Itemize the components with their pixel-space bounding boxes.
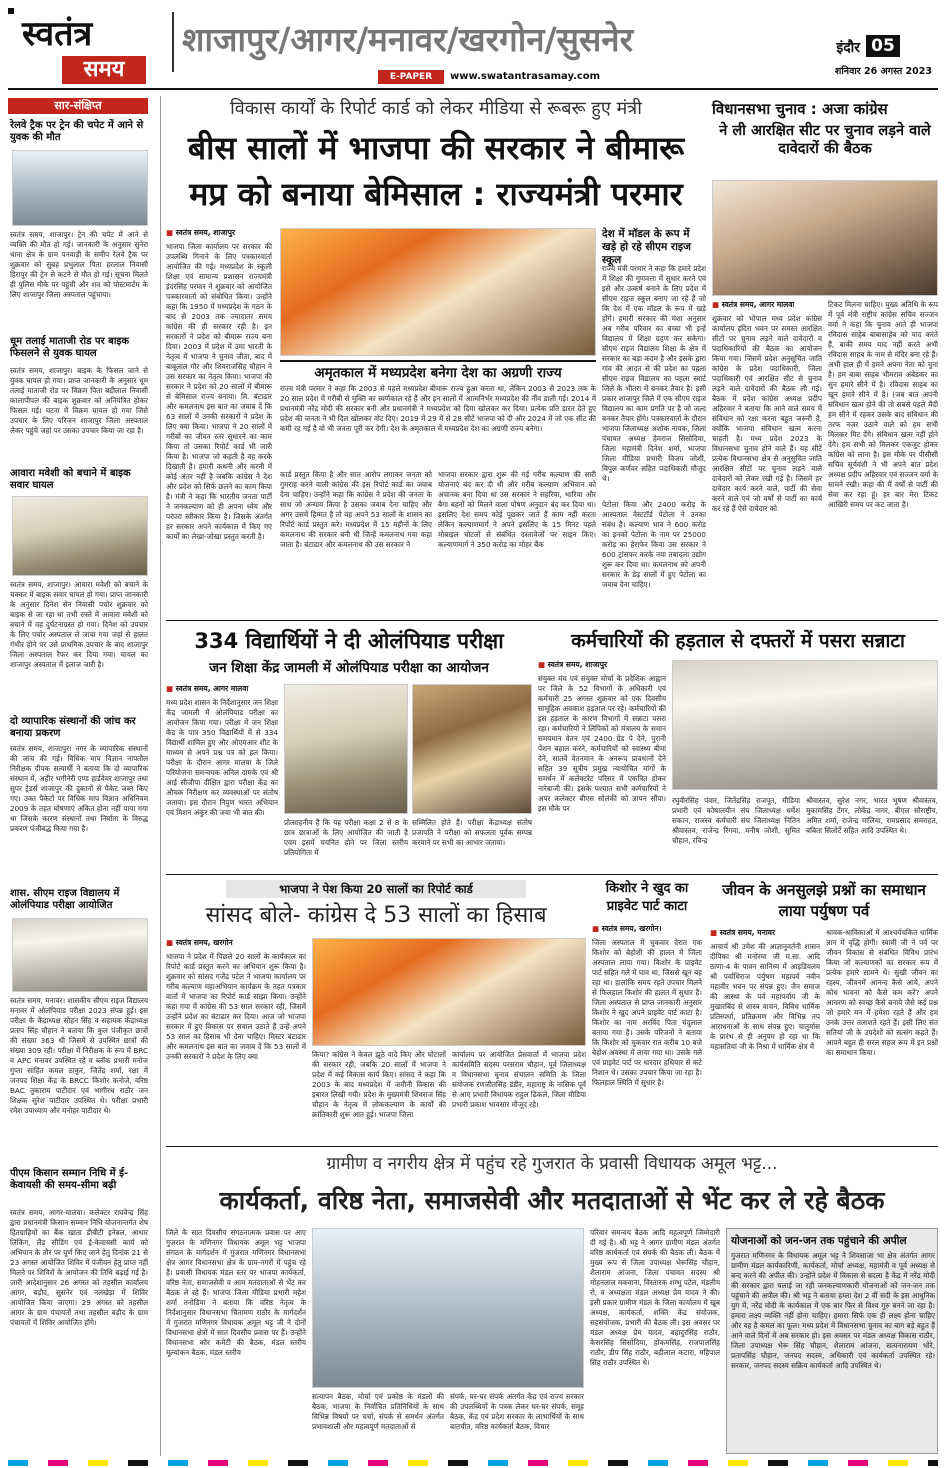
lead-col2: कार्ड प्रस्तुत किया है और सात आरोप लगाकर जनता को गुमराह करने वाली कांग्रेस की इस रिपोर्ट कार्ड का जवाब देना चाहिए। उन्होंने कहा कि कांग्रेस ने प्रदेश की जनता के साथ जो अन्याय किया है उसका जवाब देना चाहिए और अगर उसमें हिम्मत है तो वह अपने 53 सालों के शासन का रिपोर्ट कार्ड प्रस्तुत करे। मध्यप्रदेश में 15 महीनों के लिए कमलनाथ की सरकार बनी थी जिन्हें कमलनाथ गया कहा जाता है। बंटाढार और कमलनाथ की उस सरकार ने bbox=[280, 470, 432, 549]
strike-headline: कर्मचारियों की हड़ताल से दफ्तरों में पसरा सन्नाटा bbox=[571, 630, 905, 652]
olympiad-photo-2 bbox=[412, 684, 532, 814]
paryushan-story bbox=[710, 878, 938, 1142]
mp-col3: कार्यालय पर आयोजित प्रेसवार्ता में भाजपा प्रदेश कार्यसमिति सदस्य परसराम चौहान, पूर्व जिलाध्यक्ष व विधानसभा चुनाव संचालन समिति के जिला संयोजक रणजीतसिंह डंडीर, महाराष्ट्र के नासिक पूर्व से आए प्रभारी विधायक राहुल ढिकले, जिला मीडिया प्रभारी प्रकाश भावसार मौजूद रहे। bbox=[452, 1050, 586, 1109]
masthead-divider bbox=[172, 12, 174, 72]
epaper-badge: E-PAPER bbox=[378, 70, 444, 84]
edition-label: इंदौर bbox=[836, 40, 860, 56]
paryushan-headline: जीवन के अनसुलझे प्रश्नों का समाधान लाया पर्युषण पर्व bbox=[722, 881, 926, 920]
election-col1: शुक्रवार को भोपाल मध्य प्रदेश कांग्रेस कार्यालय इंदिरा भवन पर समस्त आरक्षित सीटों पर चुनाव लड़ने वाले दावेदारों व पदाधिकारियों की बैठक का आयोजन किया गया। जिसमें प्रदेश अनुसूचित जाति कांग्रेस के प्रदेश पदाधिकारी, जिला पदाधिकारी एवं आरक्षित सीट से चुनाव लड़ने वाले दावेदारों की बैठक ली गई। बैठक में प्रदेश कांग्रेस अध्यक्ष प्रदीप अहिरवार ने बताया कि आने वाले समय में संविधान को रक्षा करना बहुत जरूरी है, क्योंकि भाजपा संविधान खत्म करना चाहती है। मध्य प्रदेश 2023 के विधानसभा चुनाव होने वाले हैं। यह सीटें प्रत्येक विधानसभा क्षेत्र से अनुसूचित जाति आरक्षित सीटों पर चुनाव लड़ने वाले दावेदारों को लेकर रखी गई है। जिसमें हर दावेदार कार्य करने वाले, पार्टी की सेवा करने वाले एवं जो वर्षों से पार्टी का कार्य कर रहे हैं ऐसे दावेदार को bbox=[712, 314, 822, 513]
olympiad-headline: 334 विद्यार्थियों ने दी ओलंपियाड परीक्षा bbox=[194, 629, 504, 653]
olympiad-story bbox=[166, 624, 532, 870]
gujarat-col4: परिवार समन्वय बैठक आदि महत्वपूर्ण जिम्मेदारी दी गई है। श्री भट्ट ने आगर ग्रामीण मंडल अंतर्गत वरिष्ठ कार्यकर्ता एवं संपर्क की बैठक ली। बैठक में मुख्य रूप से जिला उपाध्यक्ष भेरूसिंह चौहान, शैलाराम आंजना, जिला पंचायत सदस्य श्री मोहनलाल मकवाना, विस्तारक शम्भु पटेल, मंडलीय रो, व अध्यक्षता मंडल अध्यक्ष प्रेम यादव ने की। इसी प्रकार ग्रामीण मंडल के जिला कार्यालय में खूब अध्यक्ष, कार्यकर्ता, शक्ति केंद्र संयोजक, सहसंयोजक, प्रभारी की बैठक ली। इस अवसर पर मंडल अध्यक्ष प्रेम यादव, बहादुरसिंह राठौर, केसरसिंह सिसोदिया, होकमसिंह, राजपालसिंह राठौर, डीप सिंह राठौर, बद्रीलाल कटारा, महिपाल सिंह राठौर उपस्थित थे। bbox=[590, 1228, 720, 1367]
olympiad-col3: सम्मिलित होते हैं। परीक्षा केंद्राध्यक्ष संतोष प्रजापति ने परीक्षा को सफलता पूर्वक सम्पन्न करवाने पर सभी का आभार जताया। bbox=[412, 818, 532, 847]
lead-headline-2: मप्र को बनाया बेमिसाल : राज्यमंत्री परमार bbox=[189, 175, 683, 213]
brief-text-6: स्वतंत्र समय, आगर-मालवा। कलेक्टर राघवेन्द्र सिंह द्वारा प्रधानमंत्री किसान सम्मान निधि योजनान्तर्गत शेष हितग्राहियों का बैंक खाता डीबीटी इनेबल, आधार लिंकिंग, लैंड सीडिंग एवं ई-केवायसी कार्य को अभियान के तौर पर पूर्ण किए जाने हेतु दिनांक 21 से 23 अगस्त आयोजित शिविर में पंजीयन हेतु प्राप्त नहीं मिलने पर शिविरों के आयोजन की तिथि बढ़ाई गई है। जारी आदेशानुसार 26 अगस्त को तहसील कार्यालय आगर, बड़ौद, सुसनेर एवं नलखेड़ा में शिविर आयोजित किया जाएगा। 29 अगस्त को तहसील आगर के ग्राम पंचायतों तथा तहसील बड़ौद के ग्राम पंचायतों में शिविर आयोजित होंगे। bbox=[10, 1208, 148, 1327]
page-number: 05 bbox=[866, 35, 900, 57]
gujarat-photo bbox=[312, 1228, 584, 1388]
election-photo bbox=[712, 180, 938, 296]
row3-rule bbox=[166, 1146, 938, 1147]
strike-photo bbox=[672, 660, 938, 790]
olympiad-col2: प्रोत्साहनीय है कि यह परीक्षा कक्षा 2 से 8 के छात्र छात्राओं के लिए आयोजित की जाती है एवम इसमें चयनित होने पर जिला स्तरीय प्रतियोगिता में bbox=[284, 818, 408, 857]
olympiad-subhead: जन शिक्षा केंद्र जामली में ओलंपियाड परीक्षा का आयोजन bbox=[209, 660, 489, 676]
brief-headline-3: आवारा मवेशी को बचाने में बाइक सवार घायल bbox=[10, 468, 131, 491]
kishore-text: जिला अस्पताल में चुकवार देरात एक किशोर को बेहोशी की हालत में जिला अस्पताल लाया गया। किशोर के प्राइवेट पार्ट सहित गले में घाव था, जिससे खून बह रहा था। हालांकि समय रहते उपचार मिलने से फिलहाल किशोर की हालत में सुधार है। जिला अस्पताल से प्राप्त जानकारी अनुसार किशोर ने खुद अपने प्राइवेट पार्ट काटा है। किशोर का नाम अरविंद पिता चंदुलाल बताया गया है। उसके परिजनों ने बताया कि किशोर को चुकवार रात करीब 10 बजे बेहोश अवस्था में लाया गया था। उसके गले एवं प्राइवेट पार्ट पर धारदार हथियार से कटे निशान थे। उसका उपचार किया जा रहा है। फिलहाल स्थिति में सुधार है। bbox=[592, 938, 702, 1087]
gujarat-story bbox=[166, 1150, 938, 1456]
mp-byline: ■ स्वतंत्र समय, खरगोन bbox=[166, 938, 306, 950]
masthead-top-stripe bbox=[8, 8, 14, 14]
website-link[interactable]: www.swatantrasamay.com bbox=[450, 71, 601, 82]
lead-photo bbox=[280, 228, 596, 356]
brief-text-3: स्वतंत्र समय, शाजापुर। आवारा मवेशी को बचाने के चक्कर में बाइक सवार घायल हो गया। प्राप्त जानकारी के अनुसार दिनेश सेन निवासी पचोर शुक्रवार को बाइक से जा रहा था तभी रास्ते में आवारा मवेशी को बचाने में वह दुर्घटनाग्रस्त हो गया। दिनेश को उपचार के लिए पचोर अस्पताल ले जाया गया जहां से हालत गंभीर होने पर उसे प्राथमिक उपचार के बाद शाजापुर जिला अस्पताल रैफर कर दिया गया। घायल का शाजापुर अस्पताल में इलाज जारी है। bbox=[10, 580, 148, 669]
mp-photo bbox=[312, 938, 586, 1046]
kishore-story bbox=[592, 878, 702, 1142]
strike-byline: ■ स्वतंत्र समय, शाजापुर bbox=[538, 660, 668, 672]
olympiad-photo-1 bbox=[284, 684, 408, 814]
gujarat-kicker: ग्रामीण व नगरीय क्षेत्र में पहुंच रहे गुजरात के प्रवासी विधायक अमूल भट्ट... bbox=[326, 1154, 778, 1174]
logo-line1: स्वतंत्र bbox=[22, 14, 93, 54]
gujarat-headline: कार्यकर्ता, वरिष्ठ नेता, समाजसेवी और मतदाताओं से भेंट कर ले रहे बैठक bbox=[219, 1186, 885, 1215]
election-col2: टिकट मिलना चाहिए। मुख्य अतिथि के रूप में पूर्व मंत्री राष्ट्रीय कांग्रेस सचिव सज्जन वर्मा ने कहा कि चुनाव आते ही भाजपा रविदास साहेब बाबासाहेब को याद करते हैं, बाकी समय याद नहीं करते अभी रविदास साहब के नाम से मंदिर बना रहे हैं। अभी हाल ही में हमने अपना नेता को चुना है। हम बाबा साहब भीमराव अंबेडकर का सुन हमारे सीने में है। रविदास साहब का खून हमारे सीने में है। (जब बात अपनी संविधान खत्म होने की तो सबसे पहले मैंदी हम सीने में रहकर उसके बाद संविधान की तरफ नजर उठाने वाले को हम सभी मिलकर मिट देंगे। संविधान खत्म नहीं होने देंगे। हम सभी को मिलकर एकजुट होकर कांग्रेस को लाना है। इस मौके पर पीसीसी सचिव सूर्यवंशी ने भी अपने बात प्रदेश अध्यक्ष प्रदीप अहिरवार एवं सज्जन वर्मा के सामने रखी। कहा की मैं वर्षों से पार्टी की सेवा कर रहा हूं। हर बार मेरा टिकट आखिरी समय पर कट जाता है। bbox=[828, 300, 938, 509]
lead-headline-1: बीस सालों में भाजपा की सरकार ने बीमारू bbox=[187, 129, 685, 167]
kishore-byline: ■ स्वतंत्र समय, खरगोन। bbox=[592, 924, 702, 936]
logo-line2: समय bbox=[62, 56, 146, 84]
yojana-text: गुजरात मणिनगर के विधायक अमूल भट्ट ने शिवसाजा भा क्षेत्र अंतर्गत आगर ग्रामीण मंडल कार्यकारिणी, कार्यकर्ता, मोर्चा अध्यक्ष, महामंत्री व पूर्व अध्यक्ष से बन्द करने की अपील की। उन्होंने प्रदेश में विकास से बदला है केंद्र में नरेंद्र मोदी की सरकार द्वारा चलाई जा रही जनकल्याणकारी योजनाओं को जन-जन तक पहुंचाने की अपील की। श्री भट्ट ने बताया हम्ला देश 2 वीं सदी के इस आधुनिक युग में, नरेंद्र मोदी के कार्यकाल में एक बार फिर से विश्व गुरु बनने जा रहा है। हमारा लक्ष्य व्यक्ति नहीं होना चाहिए। हमारा सिर्फ एक ही लक्ष्य होना चाहिए और वह है कमल का फूल। मध्य प्रदेश में विधानसभा चुनाव का बाग बड़े बहुत हैं आने वाले दिनों में अब सरकार हो। इस अवसर पर मंडल अध्यक्ष विकास राठौर, जिला उपाध्यक्ष भेरू सिंह चौहान, शैलाराम आंजना, सत्यनारायण भोरे, प्रतापसिंह चौहान, जनपद सदस्य, अधिकारी एवं कार्यकर्ता उपस्थित रहे। सरकार, जनपद सदस्य सक्रिय कार्यकर्ता आदि उपस्थित थे। bbox=[731, 1251, 935, 1370]
olympiad-byline: ■ स्वतंत्र समय, आगर मालवा bbox=[166, 684, 306, 696]
election-kicker: विधानसभा चुनाव : अजा कांग्रेस bbox=[712, 100, 888, 118]
mp-kicker-text: भाजपा ने पेश किया 20 सालों का रिपोर्ट कार्ड bbox=[279, 882, 473, 896]
lead-story bbox=[166, 96, 706, 618]
brief-headline-1: रेलवे ट्रैक पर ट्रेन की चपेट में आने से युवक की मौत bbox=[10, 120, 144, 143]
lead-kicker: विकास कार्यों के रिपोर्ट कार्ड को लेकर मीडिया से रूबरू हुए मंत्री bbox=[230, 98, 642, 119]
brief-headline-2: धूम तलाई माताजी रोड पर बाइक फिसलने से युवक घायल bbox=[10, 336, 130, 359]
lead-side-title: देश में मॉडल के रूप में खड़े हो रहे सीएम राइज स्कूल bbox=[602, 228, 691, 266]
sidebar-header: सार-संक्षिप्त bbox=[8, 98, 148, 114]
yojana-box bbox=[726, 1228, 938, 1454]
gujarat-col2: सत्यापन बैठक, मोर्चा एवं प्रकोष्ठ के मंडलों की बैठक, भाजपा के निर्वाचित प्रतिनिधियों के साथ विभिन्न विषयों पर चर्चा, संपर्क से समर्थन अंतर्गत प्रभावशाली और महत्वपूर्ण मतदाताओं से bbox=[312, 1392, 444, 1431]
brief-photo-3 bbox=[12, 496, 148, 576]
kishore-headline: किशोर ने खुद का प्राइवेट पार्ट काटा bbox=[605, 881, 689, 914]
masthead-cities: शाजापुर/आगर/मनावर/खरगोन/सुसनेर bbox=[182, 20, 634, 59]
sidebar bbox=[8, 96, 158, 1456]
yojana-headline: योजनाओं को जन-जन तक पहुंचाने की अपील bbox=[731, 1235, 907, 1247]
lead-inset-title: अमृतकाल में मध्यप्रदेश बनेगा देश का अग्रणी राज्य bbox=[314, 365, 562, 381]
masthead bbox=[0, 0, 945, 94]
olympiad-col1: मध्य प्रदेश शासन के निर्देशानुसार जन शिक्षा केंद्र जामली में ओलंपियाड परीक्षा का आयोजन किया गया। परीक्षा में जन शिक्षा केंद्र के पात्र 350 विद्यार्थियों में से 334 विद्यार्थी शामिल हुए और ओएमआर शीट के माध्यम से अपने प्रश्न पत्र को हल किया। परीक्षा के दौरान आगर मालवा के जिले परियोजना समन्वयक अनिल दामके एवं श्री आई सीजीपा दीक्षित द्वारा परीक्षा केंद्र का औचक निरीक्षण कर व्यवस्थाओं पर संतोष जताया। इस दौरान निपुण भारत अभियान एवं मिशन अंकुर की जया भी बात की। bbox=[166, 698, 278, 817]
brief-headline-5: शास. सीएम राइज विद्यालय में ओलंपियाड परीक्षा आयोजित bbox=[10, 888, 120, 911]
strike-story bbox=[538, 624, 938, 870]
color-registration-bar bbox=[8, 1460, 938, 1466]
brief-headline-6: पीएम किसान सम्मान निधि में ई-केवायसी की समय-सीमा बढ़ी bbox=[10, 1168, 129, 1191]
mp-headline: सांसद बोले- कांग्रेस दे 53 सालों का हिसाब bbox=[205, 903, 547, 928]
mp-story bbox=[166, 878, 586, 1142]
lead-byline: ■ स्वतंत्र समय, शाजापुर bbox=[166, 228, 276, 240]
issue-date: शनिवार 26 अगस्त 2023 bbox=[834, 66, 932, 77]
mp-kicker bbox=[226, 880, 526, 898]
paryushan-byline: ■ स्वतंत्र समय, मनावर bbox=[710, 928, 830, 940]
paryushan-col2: श्रावक-श्राविकाओं में आश्चर्यचकित धार्मिक ज्ञान में वृद्धि होगी। स्वामी जी ने पर्व पर जीवन विकास से संबंधित विविध प्रारंभ किया जो कल्याणकों का सरकार रूप में प्रत्येक हमारे सामने थे। सुखी जीवन का रहस्य, जीवनमें आनन्द कैसे आये, अपने कोध भावना को कैसे कम करें? अपने आचरण को स्वच्छ कैसे बनाये जैसे कई प्रश्न जो हमारे मन में हमेशा रहते हैं और हम उनके उत्तर तलाशते रहते हैं। इसी लिए संत सतियां जी के उपदेशों को सत्संग कहते हैं। आपने बहुत ही सरल सहज रूप में इन प्रश्नों का समाधान किया। bbox=[826, 928, 938, 1057]
brief-text-2: स्वतंत्र समय, शाजापुर। बाइक के फिसल जाने से युवक घायल हो गया। प्राप्त जानकारी के अनुसार धूम तलाई माताजी रोड पर विक्रम पिता बद्रीलाल निवासी कालापीपल की बाइक शुक्रवार को अनियंत्रित होकर फिसल गई। घटना में विक्रम घायल हो गया जिसे उपचार के लिए परिजन शाजापुर जिला अस्पताल लेकर पहुंचे जहां पर उसका उपचार किया जा रहा है। bbox=[10, 366, 148, 435]
gujarat-col1: जिले के सात दिवसीय संगठनात्मक प्रवास पर आए गुजरात के मणिनगर विधायक अमूल भट्ट भाजपा संगठन के मार्गदर्शन में गुजरात मणिनगर विधानसभा क्षेत्र आगर विधानसभा क्षेत्र के ग्राम-नगरों में पहुंच रहे हैं। प्रवासी विधायक मंडल स्तर पर भाजपा कार्यकर्ता, वरिष्ठ नेता, समाजसेवी व आम मतदाताओं से भेंट कर बैठक ले रहे हैं। भाजपा जिला मीडिया प्रभारी महेश शर्मा तनोडिया ने बताया कि वरिष्ठ नेतृत्व के निर्देशानुसार विधानसभा चितामण राठौर के मार्गदर्शन में गुजरात मणिनगर विधायक अमूल भट्ट जी ने दोनों विधानसभा क्षेत्रों में सात दिवसीय प्रवास पर हैं। उन्होंने विधानसभा कोर कमेटी की बैठक, मंडल स्तरीय मूल्यांकन बैठक, मंडल स्तरीय bbox=[166, 1228, 306, 1357]
gujarat-col3: संपर्क, घर-घर संपर्क अंतर्गत केंद्र एवं राज्य सरकार की उपलब्धियों के पत्रक लेकर घर-घर संपर्क, समूह बैठक, केंद्र एवं प्रदेश सरकार के लाभार्थियों के साथ बातचीत, वरिष्ठ कार्यकर्ता बैठक, विचार bbox=[450, 1392, 584, 1431]
row1-rule bbox=[166, 620, 938, 621]
brief-text-1: स्वतंत्र समय, शाजापुर। ट्रेन की चपेट में आने से व्यक्ति की मौत हो गई। जानकारी के अनुसार सुनेरा थाना क्षेत्र के ग्राम पनवाड़ी के समीप रेलवे ट्रैक पर शुक्रवार को सुबह प्रभुलाल पिता हरलाल निवासी हिरापुर की ट्रेन से कटने से मौत हो गई। सूचना मिलते ही पुलिस मौके पर पहुंची और शव को पोस्टमार्टम के लिए शाजापुर जिला अस्पताल पहुंचाया। bbox=[10, 230, 148, 299]
paryushan-col1: आचार्य श्री उमेश की आज्ञानुवर्तनी शासन दीपिका श्री मनोरमा जी म.सा. आदि ठाणा-4 के पावन सानिध्य में आइडियलय श्री पर्वाधिराज पर्युषण महापर्व नवीन महावीर भवन पर संपन्न हुए। जैन समाज की आस्था के पर्व महापर्वाय जी के मुखारबिंद से शास्त्र वाचन, विविध धार्मिक प्रतिस्पर्धा, प्रतिक्रमण और विभिन्न तप आराधनाओं के साथ संपन्न हुए। चातुर्मास के प्रारंभ से ही अनुपम हो रहा था कि महासतियां जी के निश्रा में धार्मिक क्षेत्र में bbox=[710, 942, 820, 1051]
lead-col1: भाजपा जिला कार्यालय पर सरकार की उपलब्धि गिनाने के लिए पत्रकारवार्ता आयोजित की गई। मध्यप्रदेश के स्कूली शिक्षा एवं सामान्य प्रशासन राज्यमंत्री इंदरसिंह परमार ने शुक्रवार को आयोजित पत्रकारवार्ता को संबोधित किया। उन्होंने कहा कि 1950 में मध्यप्रदेश के गठन के बाद से 2003 तक ज्यादातर समय कांग्रेस की ही सरकार रही है। इन सरकारों ने प्रदेश को बीमारू राज्य बना दिया। 2003 में प्रदेश में उमा भारती के नेतृत्व में भाजपा ने चुनाव जीता, बाद में बाबूलाल गौर और शिवराजसिंह चौहान ने उस सरकार का नेतृत्व किया। भाजपा की सरकार ने प्रदेश को 20 सालों में बीमारू से बेमिसाल राज्य बनाया। मि. बंटाढार और कमलनाथ इस बात का जवाब दें कि 63 सालों में उनकी सरकारों ने प्रदेश के लिए क्या किया। भाजपा ने 20 सालों में गरीबों का जीवन स्तर सुधारने का काम किया तो उसका रिपोर्ट कार्ड भी जारी किया है। भाजपा जो कहती है वह करके दिखाती है। हमारी कथनी और करनी में कोई अंतर नहीं है जबकि कांग्रेस ने देश और प्रदेश को सिर्फ छलने का काम किया है। मंत्री ने कहा कि भारतीय जनता पार्टी ने जनकल्याण को ही अपना ध्येय और परंपरा स्वीकार किया है। जिसके अंतर्गत हर सरकार अपने कार्यकाल में किए गए कार्यों का लेखा-जोखा प्रस्तुत करती है। bbox=[166, 242, 272, 541]
election-headline: ने ली आरक्षित सीट पर चुनाव लड़ने वाले दावेदारों की बैठक bbox=[719, 123, 931, 157]
brief-headline-4: दो व्यापारिक संस्थानों की जांच कर बनाया प्रकरण bbox=[10, 716, 136, 739]
row2-rule bbox=[166, 874, 938, 875]
masthead-logo bbox=[22, 14, 172, 84]
brief-photo-5 bbox=[12, 918, 148, 992]
strike-col1: संयुक्त मंच एवं संयुक्त मोर्चा के प्रदेशिक आह्वान पर जिले के 52 विभागों के अधिकारी एवं कर्मचारी 25 अगस्त शुक्रवार को एक दिवसीय सामूहिक अवकाश हड़ताल पर रहे। कर्मचारियों की इस हड़ताल के कारण विभागों में सन्नाटा पसरा रहा। कर्मचारियों ने लिपिकों को मंत्रालय के समान समयमान वेतन एवं 2400 ग्रेड पे देने, पुरानी पेंशन बहाल करने, कर्मचारियों को स्वास्थ्य बीमा देने, सातवें वेतनमान के अनरूप प्रावधानों देने सहित 39 सूत्रीय प्रमुख न्यायोचित मांगों के समर्थन में कलेक्टरेट परिसर में एकत्रित होकर नारेबाजी की। इसके पश्चात सभी कर्मचारियों ने अपर कलेक्टर बीएस सोलंकी को ज्ञापन सौंपा। इस मौके पर bbox=[538, 674, 666, 813]
masthead-bottom-rule bbox=[8, 88, 938, 90]
lead-inset-text: राज्य मंत्री परमार ने कहा कि 2003 से पहले मध्यप्रदेश बीमारू राज्य हुआ करता था, लेकिन 2003 से 2023 तक के 20 साल प्रदेश में गरीबी से मुक्ति का स्वर्णकाल रहे हैं और इन सालों में आत्मनिर्भर मध्यप्रदेश की नींव डाली गई। 2014 में प्रधानमंत्री नरेंद्र मोदी की सरकार बनी और प्रधानमंत्री ने मध्यप्रदेश को दिया खोलकर कर दिया। प्रत्येक प्रति डारत देते हुए प्रदेश की जनता ने भी दिल खोलकर वोट दिए। 2019 में 29 में से 28 सीटें भाजपा को दी और 2024 में जो एक सीट की कमी रह गई है वो भी जनता पूरी कर देगी। देश के अमृतकाल में मध्यप्रदेश देश का अग्रणी राज्य बनेगा। bbox=[280, 384, 596, 433]
lead-inset-box bbox=[280, 360, 596, 462]
lead-side-text: राज्य मंत्री परमार ने कहा कि हमारे प्रदेश में शिक्षा की गुणवत्ता में सुधार करने एवं इसे और उत्कर्ष बनाने के लिए प्रदेश में सीएम राइज स्कूल बनाए जा रहे हैं जो कि देश में एक मॉडल के रूप में खड़े होंगे। हमारी सरकार की मंशा अनुसार अब गरीब परिवार का बच्चा भी इन्हें विद्यालय में शिक्षा ग्रहण कर सकेगा। सीएम राइज विद्यालय शिक्षा के क्षेत्र में सरकार का बड़ा कदम है और इसके द्वारा गांव की आदत से की प्रदेश का पहला सीएम राइज विद्यालय का पहला स्मार्ट जिले के भीतरा में बनकर तैयार है। इसी प्रकार शाजापुर जिले में एक सीएम राइज विद्यालय का काम प्रगति पर है जो जल्द बनकर तैयार होंगे। पत्रकारवार्ता के दौरान भाजपा जिलाध्यक्ष अशोक नायक, जिला पंचायत अध्यक्ष हेमराज सिसोदिया, जिला महामंत्री दिनेश शर्मा, भाजपा जिला मीडिया प्रभारी विजय जोशी, विपुल कर्णवर सहित पदाधिकारी मौजूद थे। bbox=[602, 264, 706, 483]
mp-col2: किया? कांग्रेस ने केवल झूठे वादे किए और घोटालों की सरकार रही, जबकि 20 सालों में भाजपा ने प्रदेश में कई विकास कार्य किए। सांसद ने कहा कि 2003 के बाद मध्यप्रदेश में जमीनी विकास की इबारत लिखी गयी। प्रदेश के मुख्यमंत्री शिवराज सिंह चौहान के नेतृत्व में लोककल्याण के कार्यों की क्रांतिकारी शुरू आत हुई। भाजपा जिला bbox=[312, 1050, 446, 1119]
brief-text-5: स्वतंत्र समय, मनावर। शासकीय सीएम राइज विद्यालय मनावर में ओलंपियाड परीक्षा 2023 संपन्न हुई। इस परीक्षा के केंद्राध्यक्ष सोहन सिंह व सहायक केंद्राध्यक्ष प्रताप सिंह चौहान ने बताया कि कुल पंजीकृत छात्रों की संख्या 363 थी जिसमें से उपस्थित छात्रों की संख्या 309 रही। परीक्षा में निरीक्षक के रूप में BRC व APC मनावर उपस्थित रहे व ब्लॉक प्रभारी मनोज गुप्ता साहित कमल ठाकुर, जितेंद्र शर्मा, रक्षा में जनपद शिक्षा केंद्र के BRCC किशोर कनोजे, वरिष्ठ BAC तुकाराम पाटीदार एवं भागीरथ राठौर जन शिक्षक सुरेश पाटीदार उपस्थित थे। परीक्षा प्रभारी रमेश उपाध्याय और मनोहर पाटीदार थे। bbox=[10, 996, 148, 1115]
lead-side-bottom: पेटोला किया और 2400 करोड़ के आस्पताल वेस्टटॉर्ड पेटोला ने उनका संबंध है। कल्याण भाव ने 600 करोड़ का इनको पेटोला के नाम पर 25000 करोड़ का हेराफेर किया उस सरकार ने 600 ट्रांसफर करके नया तबादला उद्योग शुरू कर दिया था। कमलनाथ को अपनी सरकार के डेढ़ सालों में हुए पेटोला का जवाब देना चाहिए। bbox=[602, 500, 706, 589]
election-byline: ■ स्वतंत्र समय, आगर मालवा bbox=[712, 300, 832, 312]
sidebar-divider bbox=[160, 96, 161, 1456]
strike-col2: रघुवीरसिंह पंवार, जितेंद्रसिंह राजपूत, मीडिया प्रभारी एवं कोषालयीन संघ जिलाध्यक्ष धर्मेश सकान, राजस्व कर्मचारी संघ जिलाध्यक्ष नितिन श्रीवास्तव, राजेन्द्र रिंगवा, मनीष जोशी, सुमित चौहान, रविन्द्र bbox=[672, 796, 800, 845]
mp-col1: भाजपा ने प्रदेश में पिछले 20 सालों के कार्यकाल का रिपोर्ट कार्ड प्रस्तुत करने का अभियान शुरू किया है। शुक्रवार को सांसद गजेंद्र पटेल ने भाजपा कार्यालय पर गरीब कल्याण महाअभियान कार्यक्रम के तहत पत्रकार वार्ता में भाजपा का रिपोर्ट कार्ड साझा किया। उन्होंने कहा गया में कांग्रेस की 53 साल सरकार रही, जिसमें उन्होंने प्रदेश का बंटाढार कर दिया। आज जो भाजपा सरकार में हुए विकास पर सवाल उठाते हैं उन्हें अपने 53 साल का हिसाब भी देना चाहिए। मिस्टर बंटाढार और कमलनाथ इस बात का जवाब दें कि 53 सालों में उनकी सरकारों ने प्रदेश के लिए क्या bbox=[166, 952, 306, 1061]
brief-photo-1 bbox=[12, 150, 148, 226]
strike-col3: श्रीवास्तव, सुरेश नगर, भारत भूषण श्रीवास्तव, मुकामसिंह टेंगर, लोकेंद्र नागर, बीएल सौराष्ट्रीय, अमित शर्मा, राजेन्द्र मालिया, रामप्रसाद समराहत, बबिता सिलोर्टे सहित आदि उपस्थित थे। bbox=[806, 796, 938, 835]
election-story bbox=[712, 96, 938, 618]
brief-text-4: स्वतंत्र समय, शाजापुर। नगर के व्यापारिक संस्थानों की जांच की गई। विधिक माप विज्ञान नापतौल निरीक्षक दीपक सत्यार्थी ने बताया कि दो व्यापारिक संस्थान में, अहीर भगीनेरी एण्ड हार्डवेयर शाजापुर तथा सुपर ट्रेडर्स शाजापुर की दुकानों से पैकेट जब्त किए गए। उक्त पैकेटों पर विधिक माप विज्ञान अधिनियम 2009 के तहत घोषणाएं अंकित होना नहीं पाया गया था जिसके कारण संस्थानों तथा निर्माता के विरुद्ध प्रकरण पंजीबद्ध किया गया है। bbox=[10, 744, 148, 833]
lead-col3: भाजपा सरकार द्वारा शुरू की गई गरीब कल्याण की सारी योजनाएं बंद कर दी थी और गरीब कल्याण अभियान को अचानक बना दिया था उस सरकार ने सहरिया, भारिया और बैगा बहनों को मिलने वाला पोषण अनुदान बंद कर दिया था। इसलिए देश समय कोई पूछकर जाते हैं काम नहीं करता लेकिन कल्याणमार्ग ने अपने इसलिए के 15 मिनट पहले मोबाइल चोटलो से संबंधित दस्तावेजों पर साइन किए। कल्याणमार्ग ने 350 करोड़ का मोहर बैंक bbox=[438, 470, 596, 549]
